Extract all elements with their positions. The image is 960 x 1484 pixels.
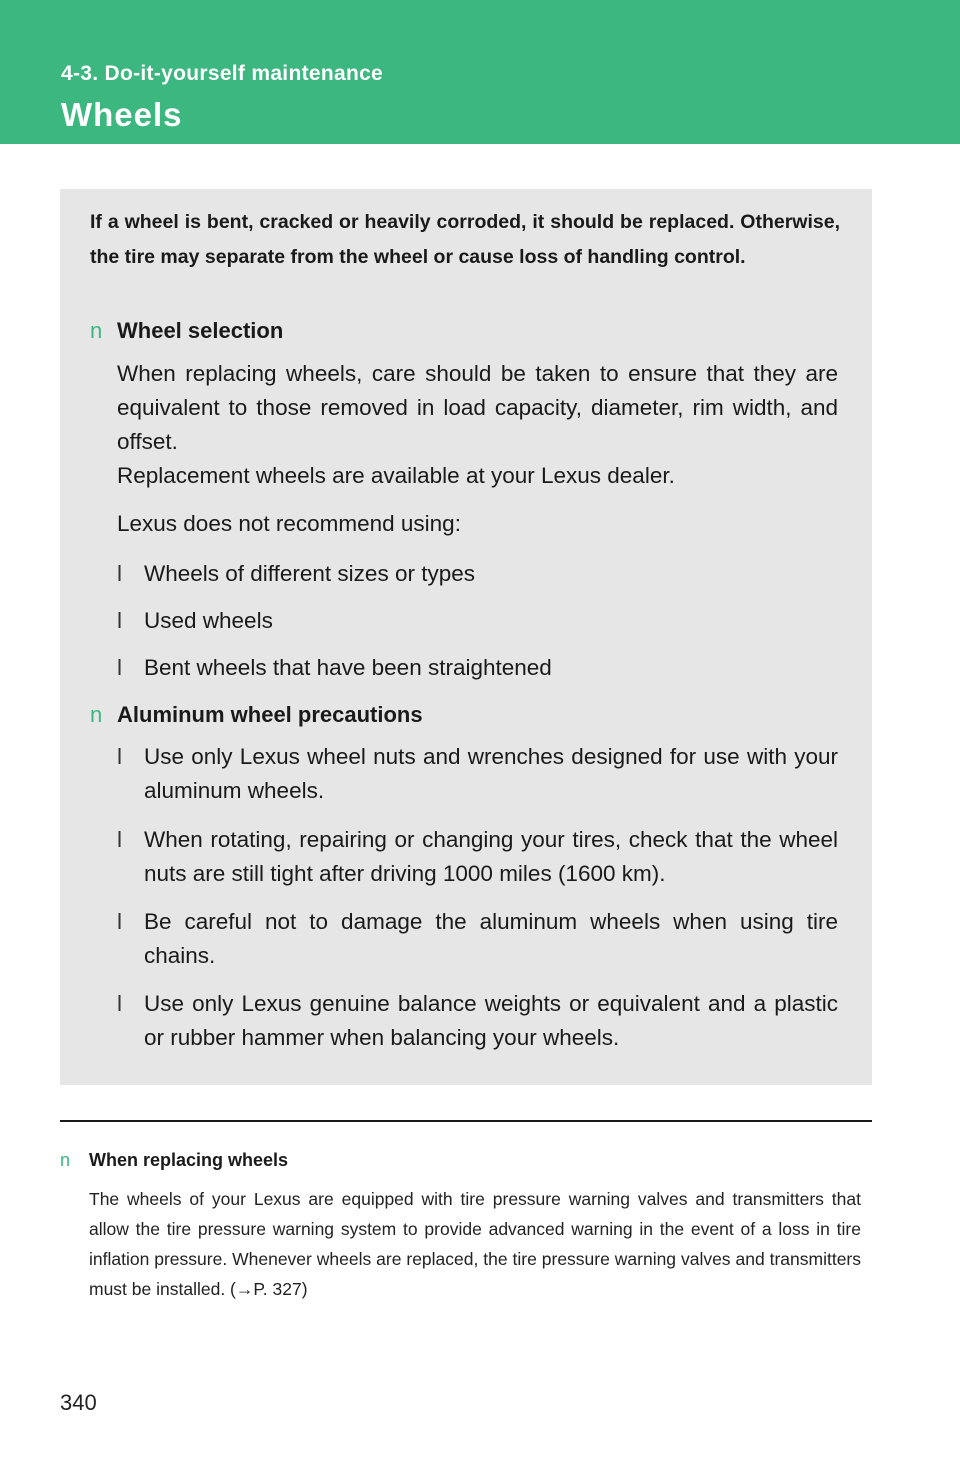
aluminum-heading	[90, 702, 423, 728]
bullet-icon: l	[117, 561, 122, 586]
page-title: Wheels	[61, 96, 183, 133]
section-label: 4-3. Do-it-yourself maintenance	[61, 62, 384, 85]
list-item: l Bent wheels that have been straightened	[117, 651, 838, 685]
square-marker-icon: n	[90, 318, 103, 343]
list-item: l Wheels of different sizes or types	[117, 557, 838, 591]
list-item: l Use only Lexus wheel nuts and wrenches designed for use with your aluminum wheels.	[117, 740, 838, 808]
page-number: 340	[60, 1390, 97, 1415]
divider	[60, 1120, 872, 1122]
aluminum-title: Aluminum wheel precautions	[117, 702, 423, 727]
wheel-selection-lead: Lexus does not recommend using:	[117, 511, 461, 536]
wheel-selection-title: Wheel selection	[117, 318, 284, 343]
bullet-icon: l	[117, 991, 122, 1016]
note-text: The wheels of your Lexus are equipped with tire pressure warning valves and transmitters that allow the tire pressure warning system to provide advanced warning in the event of a loss in tire inflation pressure. Whenever wheels are replaced, the tire pressure warning valves and transmitters must be installed. (→P. 327)	[89, 1189, 861, 1299]
square-marker-icon: n	[90, 702, 103, 727]
bullet-icon: l	[117, 827, 122, 852]
square-marker-icon: n	[60, 1150, 71, 1170]
note-heading	[60, 1150, 288, 1171]
intro-text: If a wheel is bent, cracked or heavily corroded, it should be replaced. Otherwise, the tire may separate from the wheel or cause loss of handling control.	[90, 211, 840, 268]
list-item: l Be careful not to damage the aluminum wheels when using tire chains.	[117, 905, 838, 973]
bullet-icon: l	[117, 608, 122, 633]
wheel-selection-heading	[90, 318, 283, 344]
wheel-selection-dealer: Replacement wheels are available at your Lexus dealer.	[117, 463, 675, 488]
note-title: When replacing wheels	[89, 1150, 289, 1170]
list-item: l When rotating, repairing or changing your tires, check that the wheel nuts are still tight after driving 1000 miles (1600 km).	[117, 823, 838, 891]
bullet-icon: l	[117, 909, 122, 934]
wheel-selection-text: When replacing wheels, care should be taken to ensure that they are equivalent to those removed in load capacity, diameter, rim width, and offset.	[117, 361, 838, 454]
bullet-icon: l	[117, 744, 122, 769]
list-item: l Use only Lexus genuine balance weights or equivalent and a plastic or rubber hammer when balancing your wheels.	[117, 987, 838, 1055]
bullet-icon: l	[117, 655, 122, 680]
list-item: l Used wheels	[117, 604, 838, 638]
